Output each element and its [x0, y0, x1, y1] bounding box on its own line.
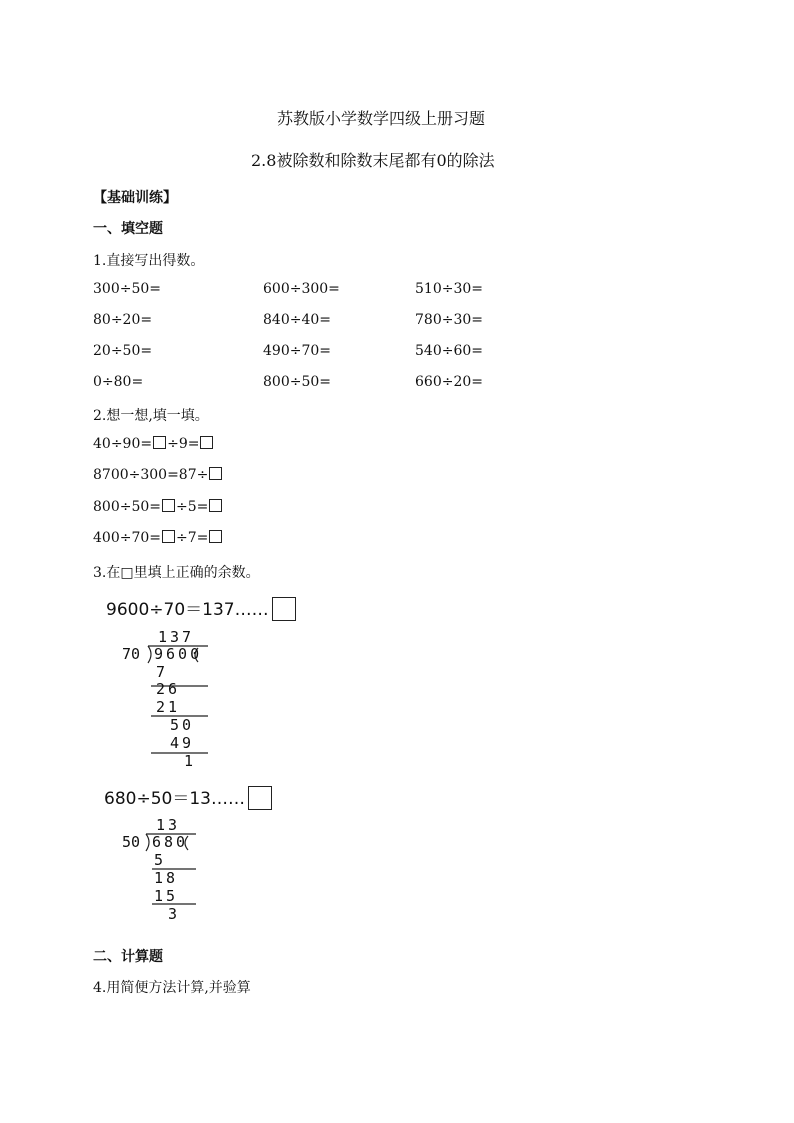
q1-cell: 660÷20=: [415, 374, 483, 390]
q2-text: ÷5=: [176, 499, 209, 515]
q2-text: ÷9=: [167, 436, 200, 452]
q2-line: [93, 436, 214, 452]
step: 49: [170, 734, 195, 752]
step: 1: [184, 752, 194, 770]
step: 26: [156, 680, 181, 698]
q1-cell: 840÷40=: [263, 312, 331, 328]
answer-box[interactable]: [209, 467, 222, 480]
equation-text: 680÷50＝13……: [104, 789, 245, 809]
q2-text: 800÷50=: [93, 499, 161, 515]
step: 15: [154, 887, 179, 905]
step: 3: [168, 905, 178, 923]
dividend: 9600: [154, 645, 203, 663]
q2-line: [93, 499, 223, 515]
part2-heading: 二、计算题: [93, 949, 163, 965]
q1-cell: 80÷20=: [93, 312, 153, 328]
dividend: 680: [152, 833, 189, 851]
answer-box[interactable]: [162, 530, 175, 543]
q2-text: 8700÷300=87÷: [93, 467, 209, 483]
long-division-1: [118, 626, 228, 774]
long-division-2: [120, 815, 210, 927]
answer-box[interactable]: [209, 530, 222, 543]
q3-equation-2: [104, 784, 272, 810]
q1-cell: 540÷60=: [415, 343, 483, 359]
q1-cell: 20÷50=: [93, 343, 153, 359]
q1-cell: 800÷50=: [263, 374, 331, 390]
quotient: 137: [158, 628, 195, 646]
step: 7: [156, 663, 166, 681]
division-bracket: [148, 646, 151, 663]
answer-box[interactable]: [162, 499, 175, 512]
q1-prompt: 1.直接写出得数。: [93, 253, 205, 269]
q2-line: [93, 467, 223, 483]
step: 18: [154, 869, 179, 887]
answer-box[interactable]: [200, 436, 213, 449]
divisor: 70: [122, 645, 141, 663]
q2-text: ÷7=: [176, 530, 209, 546]
q3-prompt: 3.在□里填上正确的余数。: [93, 565, 260, 581]
quotient: 13: [156, 816, 181, 834]
q1-cell: 600÷300=: [263, 281, 340, 297]
page-subtitle: 2.8被除数和除数末尾都有0的除法: [251, 151, 495, 170]
equation-text: 9600÷70＝137……: [106, 600, 269, 620]
q1-cell: 490÷70=: [263, 343, 331, 359]
divisor: 50: [122, 833, 141, 851]
q1-cell: 0÷80=: [93, 374, 144, 390]
q2-text: 40÷90=: [93, 436, 153, 452]
section-label-basic: 【基础训练】: [93, 190, 177, 206]
step: 21: [156, 698, 181, 716]
part1-heading: 一、填空题: [93, 221, 163, 237]
step: 50: [170, 716, 195, 734]
q2-text: 400÷70=: [93, 530, 161, 546]
answer-box[interactable]: [153, 436, 166, 449]
q2-line: [93, 530, 223, 546]
q1-cell: 510÷30=: [415, 281, 483, 297]
q1-cell: 780÷30=: [415, 312, 483, 328]
answer-box[interactable]: [209, 499, 222, 512]
step: 5: [154, 851, 164, 869]
division-bracket: [146, 834, 149, 851]
remainder-box[interactable]: [272, 597, 296, 621]
q1-cell: 300÷50=: [93, 281, 161, 297]
q4-prompt: 4.用简便方法计算,并验算: [93, 980, 251, 996]
q2-prompt: 2.想一想,填一填。: [93, 408, 209, 424]
remainder-box[interactable]: [248, 786, 272, 810]
q3-equation-1: [106, 595, 296, 621]
page-title: 苏教版小学数学四级上册习题: [277, 109, 486, 128]
